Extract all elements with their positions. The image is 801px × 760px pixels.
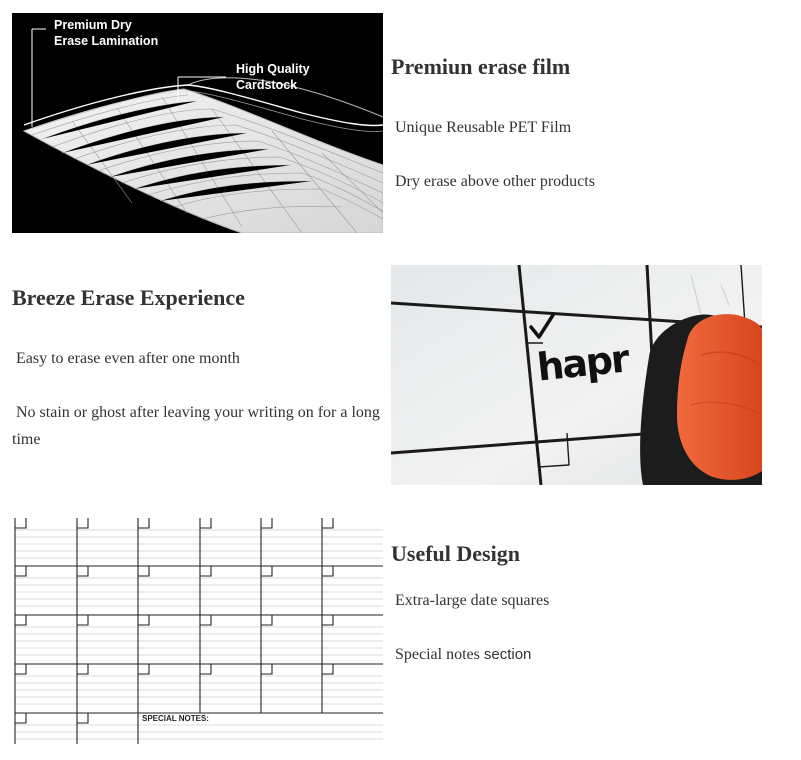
section3-point-2-suffix: section (483, 646, 532, 663)
calendar-grid-image (12, 518, 383, 744)
section3-point-2: Special notes section (395, 646, 532, 663)
section2-point-2: No stain or ghost after leaving your writing on for a long time (12, 404, 380, 448)
callout-lamination-label: Premium Dry Erase Lamination (54, 18, 159, 48)
section1-point-2: Dry erase above other products (395, 173, 595, 190)
section2-title: Breeze Erase Experience (12, 285, 245, 310)
special-notes-label: SPECIAL NOTES: (142, 714, 209, 723)
calendar-grid-graphic (12, 518, 383, 744)
section3-title: Useful Design (391, 541, 520, 566)
section1-point-1: Unique Reusable PET Film (395, 119, 572, 136)
callout-cardstock-label: High Quality Cardstock (236, 62, 310, 92)
section1-title: Premiun erase film (391, 54, 571, 79)
eraser-icon (640, 314, 762, 485)
handwriting-text: hapr (534, 336, 630, 390)
eraser-photo (391, 265, 762, 485)
section3-point-1: Extra-large date squares (395, 592, 550, 609)
lamination-diagram-image (12, 13, 383, 233)
section2-point-1: Easy to erase even after one month (16, 350, 240, 367)
